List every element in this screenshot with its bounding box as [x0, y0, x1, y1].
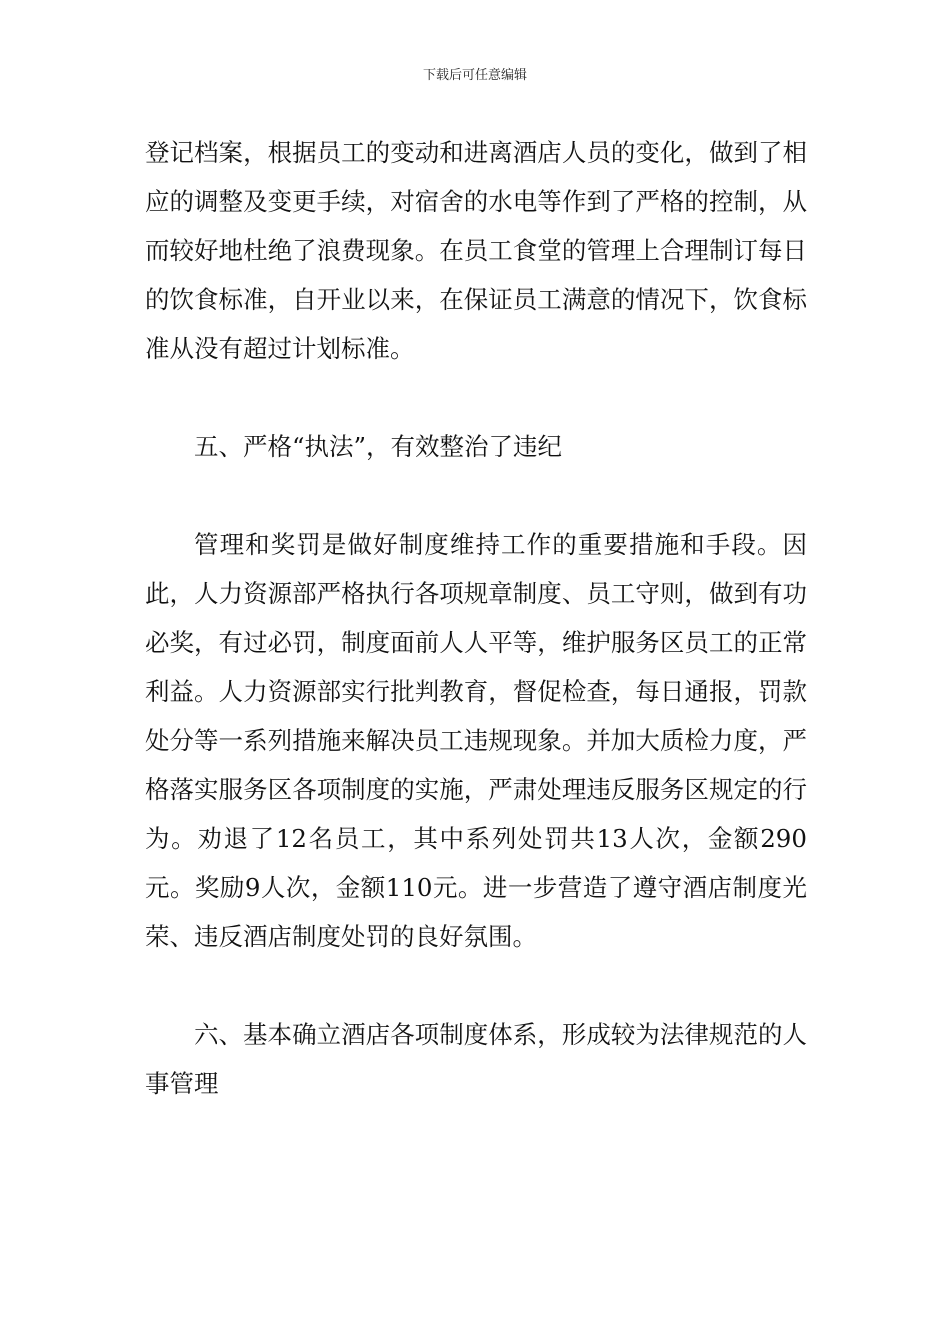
paragraph-dormitory-canteen: 登记档案，根据员工的变动和进离酒店人员的变化，做到了相应的调整及变更手续，对宿舍的水电等作到了严格的控制，从而较好地杜绝了浪费现象。在员工食堂的管理上合理制订每日的饮食标准，自开业以来，在保证员工满意的情况下，饮食标准从没有超过计划标准。 — [145, 138, 807, 363]
document-body — [145, 128, 807, 1108]
paragraph-gap — [145, 961, 807, 1010]
page-header: 下载后可任意编辑 — [422, 68, 527, 83]
paragraph-gap — [145, 373, 807, 422]
section-heading-6: 六、基本确立酒店各项制度体系，形成较为法律规范的人事管理 — [145, 1020, 807, 1098]
paragraph-rewards-penalties: 管理和奖罚是做好制度维持工作的重要措施和手段。因此，人力资源部严格执行各项规章制度、员工守则，做到有功必奖，有过必罚，制度面前人人平等，维护服务区员工的正常利益。人力资源部实行批判教育，督促检查，每日通报，罚款处分等一系列措施来解决员工违规现象。并加大质检力度，严格落实服务区各项制度的实施，严肃处理违反服务区规定的行为。劝退了12名员工，其中系列处罚共13人次，金额290元。奖励9人次，金额110元。进一步营造了遵守酒店制度光荣、违反酒店制度处罚的良好氛围。 — [145, 530, 807, 951]
paragraph-gap — [145, 471, 807, 520]
section-heading-5: 五、严格“执法”，有效整治了违纪 — [194, 432, 563, 461]
